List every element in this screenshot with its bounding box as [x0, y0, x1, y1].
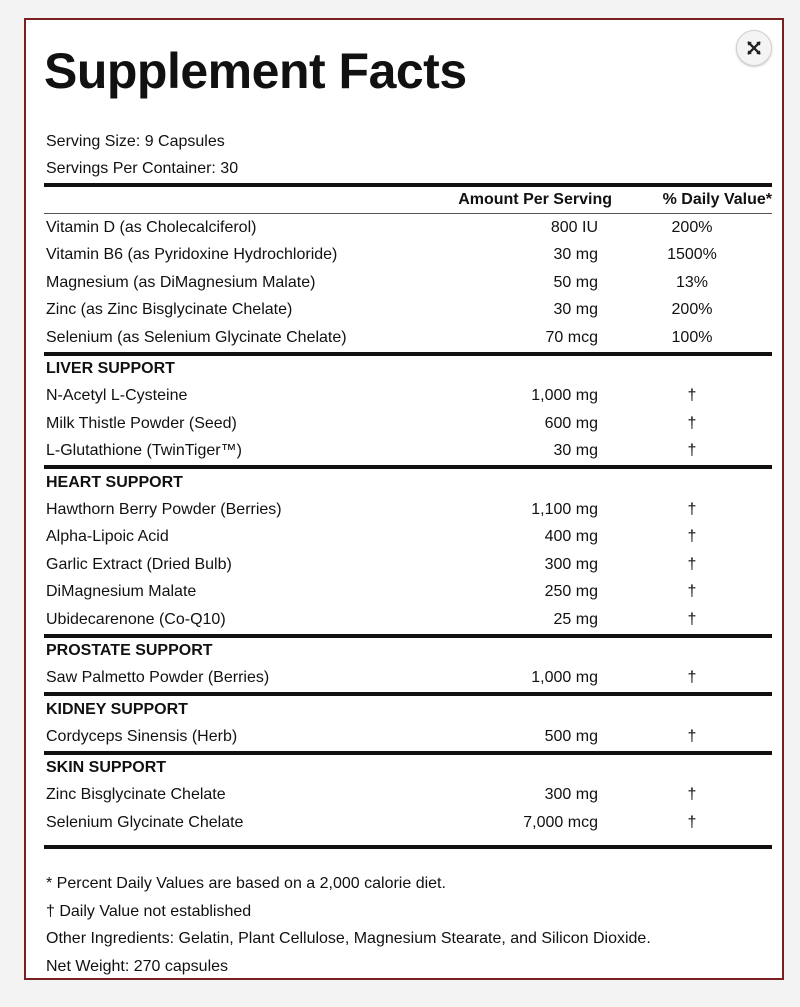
- ingredient-amount: 50 mg: [553, 273, 598, 291]
- amount-header: Amount Per Serving: [458, 191, 612, 208]
- ingredient-name: Selenium Glycinate Chelate: [46, 813, 244, 831]
- dagger-note: † Daily Value not established: [46, 902, 252, 920]
- ingredient-daily-value: 1500%: [667, 246, 717, 264]
- ingredient-amount: 30 mg: [553, 246, 598, 264]
- table-row: [44, 214, 772, 242]
- ingredient-name: Selenium (as Selenium Glycinate Chelate): [46, 328, 347, 346]
- ingredient-name: N-Acetyl L-Cysteine: [46, 387, 188, 405]
- section-heading: SKIN SUPPORT: [46, 759, 167, 776]
- table-row: [44, 496, 772, 524]
- ingredient-name: Vitamin B6 (as Pyridoxine Hydrochloride): [46, 246, 338, 264]
- ingredient-daily-value: 200%: [671, 218, 713, 236]
- table-header: [44, 187, 772, 213]
- ingredient-amount: 400 mg: [544, 528, 598, 546]
- section-heading: HEART SUPPORT: [46, 473, 183, 491]
- table-row: [44, 269, 772, 297]
- ingredient-amount: 7,000 mcg: [523, 813, 598, 831]
- ingredient-daily-value: †: [687, 786, 697, 804]
- ingredient-name: Alpha-Lipoic Acid: [46, 528, 169, 546]
- table-row: [44, 383, 772, 411]
- ingredient-daily-value: †: [687, 583, 697, 601]
- ingredient-daily-value: †: [687, 669, 697, 687]
- table-row: [44, 782, 772, 810]
- table-row: [44, 524, 772, 552]
- daily-value-header: % Daily Value*: [662, 191, 772, 208]
- table-row: [44, 723, 772, 751]
- table-row: [44, 665, 772, 693]
- ingredient-name: Cordyceps Sinensis (Herb): [46, 727, 238, 745]
- ingredient-daily-value: 100%: [671, 328, 713, 346]
- servings-per-container: Servings Per Container: 30: [46, 160, 239, 177]
- table-row: [44, 324, 772, 352]
- ingredient-amount: 30 mg: [553, 442, 598, 460]
- supplement-facts-panel: [24, 18, 784, 980]
- divider: [44, 845, 772, 849]
- ingredient-amount: 1,000 mg: [531, 387, 598, 405]
- ingredient-name: Zinc Bisglycinate Chelate: [46, 786, 226, 804]
- ingredient-daily-value: †: [687, 813, 697, 831]
- ingredient-daily-value: †: [687, 387, 697, 405]
- close-icon: [745, 39, 763, 57]
- table-row: [44, 606, 772, 634]
- ingredient-amount: 300 mg: [544, 555, 598, 573]
- table-row: [44, 297, 772, 325]
- ingredient-daily-value: 13%: [675, 273, 709, 291]
- ingredient-name: Vitamin D (as Cholecalciferol): [46, 218, 257, 236]
- net-weight: Net Weight: 270 capsules: [46, 957, 229, 975]
- ingredient-amount: 300 mg: [544, 786, 598, 804]
- ingredient-amount: 250 mg: [544, 583, 598, 601]
- table-row: [44, 579, 772, 607]
- vitamin-list: [44, 214, 772, 352]
- ingredient-name: Hawthorn Berry Powder (Berries): [46, 500, 282, 518]
- section-heading: KIDNEY SUPPORT: [46, 700, 188, 718]
- serving-size: Serving Size: 9 Capsules: [46, 133, 225, 150]
- ingredient-name: Saw Palmetto Powder (Berries): [46, 669, 270, 687]
- ingredient-amount: 600 mg: [544, 414, 598, 432]
- ingredient-daily-value: †: [687, 727, 697, 745]
- ingredient-name: Zinc (as Zinc Bisglycinate Chelate): [46, 301, 293, 319]
- ingredient-amount: 70 mcg: [545, 328, 598, 346]
- page-title: Supplement Facts: [44, 43, 467, 99]
- table-row: [44, 809, 772, 837]
- section-heading: PROSTATE SUPPORT: [46, 642, 213, 659]
- ingredient-daily-value: †: [687, 610, 697, 628]
- table-row: [44, 551, 772, 579]
- ingredient-name: L-Glutathione (TwinTiger™): [46, 442, 242, 460]
- ingredient-daily-value: †: [687, 442, 697, 460]
- ingredient-amount: 500 mg: [544, 727, 598, 745]
- ingredient-name: Garlic Extract (Dried Bulb): [46, 555, 232, 573]
- close-button[interactable]: [736, 30, 772, 66]
- ingredient-name: Magnesium (as DiMagnesium Malate): [46, 273, 316, 291]
- ingredient-daily-value: 200%: [671, 301, 713, 319]
- ingredient-daily-value: †: [687, 500, 697, 518]
- ingredient-name: Milk Thistle Powder (Seed): [46, 414, 237, 432]
- other-ingredients: Other Ingredients: Gelatin, Plant Cellulose, Magnesium Stearate, and Silicon Dioxide.: [46, 930, 651, 947]
- ingredient-name: DiMagnesium Malate: [46, 583, 197, 601]
- ingredient-daily-value: †: [687, 414, 697, 432]
- facts-table: [44, 183, 772, 849]
- table-row: [44, 410, 772, 438]
- ingredient-amount: 1,100 mg: [531, 500, 598, 518]
- ingredient-daily-value: †: [687, 555, 697, 573]
- ingredient-amount: 25 mg: [553, 610, 598, 628]
- ingredient-amount: 800 IU: [550, 218, 598, 236]
- table-row: [44, 438, 772, 466]
- section-heading: LIVER SUPPORT: [46, 360, 175, 377]
- ingredient-amount: 30 mg: [553, 301, 598, 319]
- daily-value-note: * Percent Daily Values are based on a 2,000 calorie diet.: [46, 875, 446, 892]
- ingredient-daily-value: †: [687, 528, 697, 546]
- ingredient-amount: 1,000 mg: [531, 669, 598, 687]
- ingredient-name: Ubidecarenone (Co-Q10): [46, 610, 226, 628]
- serving-info: [46, 128, 238, 182]
- support-sections: [44, 352, 772, 849]
- table-row: [44, 242, 772, 270]
- footnotes: [46, 870, 651, 980]
